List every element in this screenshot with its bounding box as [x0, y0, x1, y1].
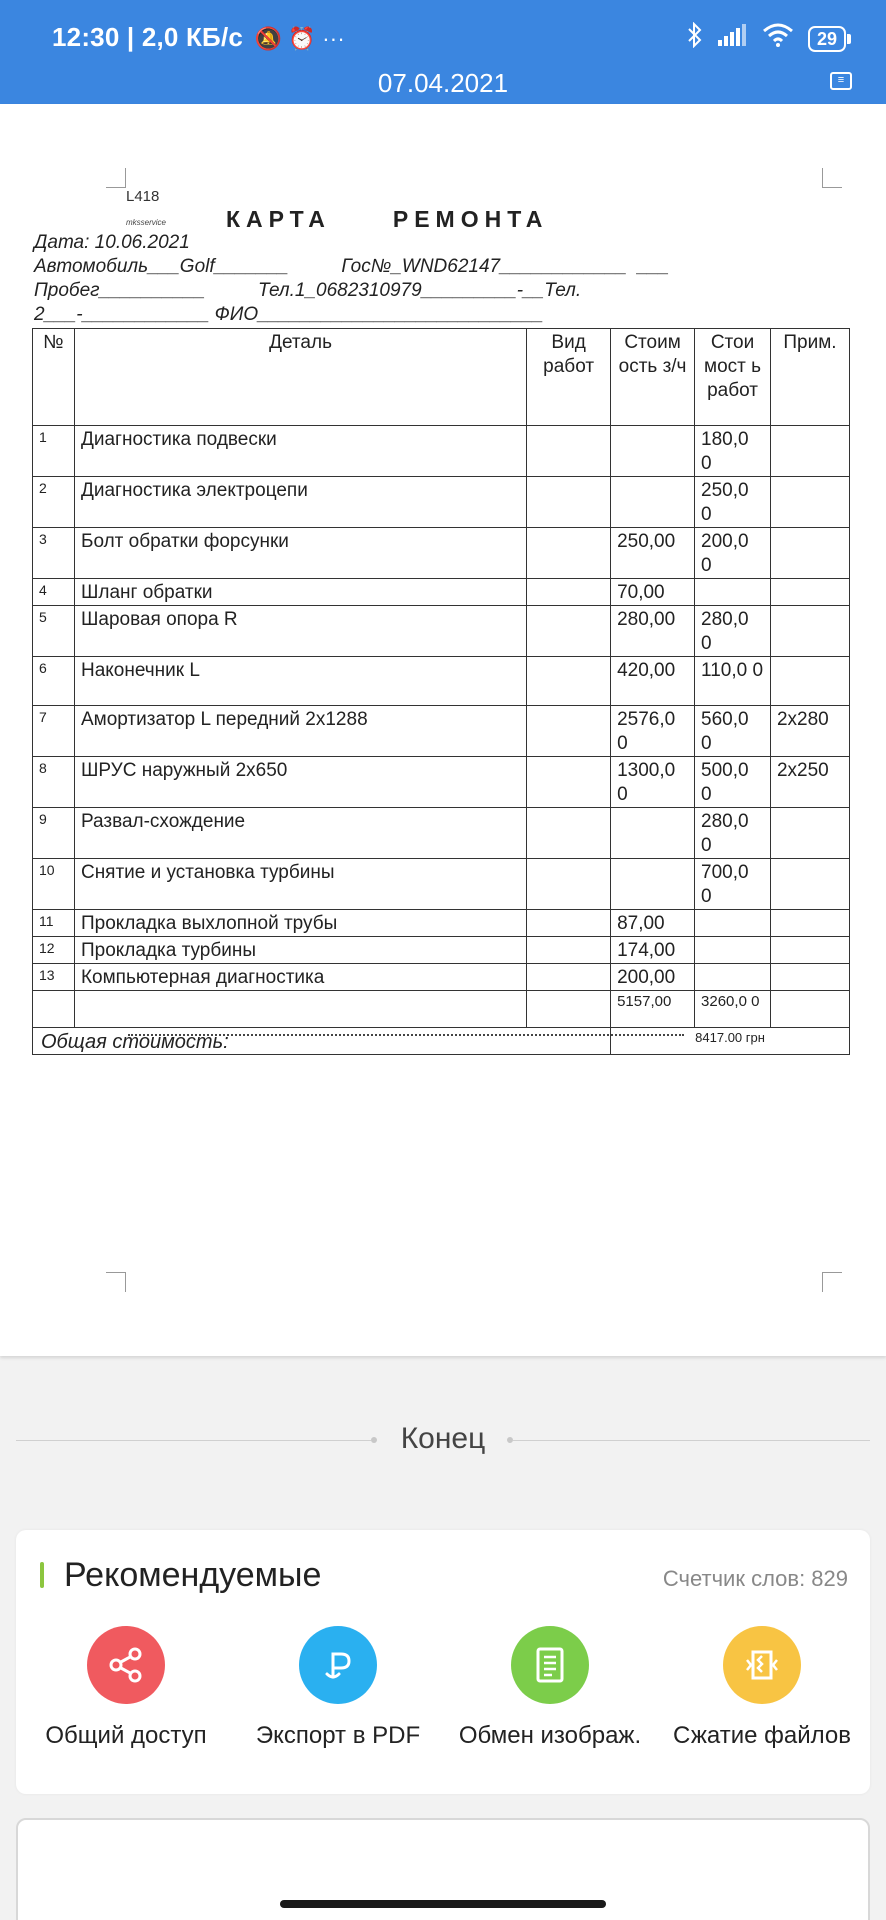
row-number: 10 — [33, 859, 75, 910]
row-detail: Прокладка выхлопной трубы — [74, 910, 526, 937]
row-number: 8 — [33, 757, 75, 808]
table-row — [33, 657, 850, 706]
col-work-type: Вид работ — [527, 329, 611, 426]
row-number: 1 — [33, 426, 75, 477]
row-note: 2х250 — [770, 757, 849, 808]
row-work-type — [527, 426, 611, 477]
row-number: 13 — [33, 964, 75, 991]
image-exchange-icon[interactable] — [511, 1626, 589, 1704]
row-detail: Шланг обратки — [74, 579, 526, 606]
col-parts-cost: Стоим ость з/ч — [611, 329, 695, 426]
car-line: Автомобиль___Golf_______ Гос№_WND62147____________ ___ — [34, 256, 670, 277]
status-time — [52, 22, 345, 53]
document-title: КАРТА РЕМОНТА — [226, 206, 549, 232]
row-work-cost: 110,0 0 — [695, 657, 771, 706]
row-number: 11 — [33, 910, 75, 937]
row-note — [770, 964, 849, 991]
status-icons — [686, 22, 846, 55]
row-parts-cost — [611, 477, 695, 528]
crop-mark — [106, 1272, 126, 1292]
divider — [16, 1440, 371, 1441]
compress-files-label: Сжатие файлов — [672, 1722, 852, 1749]
row-number: 3 — [33, 528, 75, 579]
row-work-type — [527, 859, 611, 910]
crop-mark — [822, 168, 842, 188]
row-detail: Снятие и установка турбины — [74, 859, 526, 910]
crop-mark — [106, 168, 126, 188]
row-work-type — [527, 579, 611, 606]
subtotal-work: 3260,0 0 — [695, 991, 771, 1028]
row-note — [770, 859, 849, 910]
end-label: Конец — [400, 1422, 486, 1455]
row-parts-cost: 280,00 — [611, 606, 695, 657]
row-note — [770, 910, 849, 937]
table-header-row — [33, 329, 850, 426]
divider — [513, 1440, 870, 1441]
status-extra-icons: 🔕 ⏰ ··· — [254, 26, 345, 51]
row-note — [770, 657, 849, 706]
export-pdf-button[interactable] — [238, 1626, 438, 1750]
row-work-cost: 200,0 0 — [695, 528, 771, 579]
row-parts-cost — [611, 859, 695, 910]
pdf-export-icon[interactable] — [299, 1626, 377, 1704]
wifi-icon — [762, 23, 794, 54]
row-number: 2 — [33, 477, 75, 528]
row-work-type — [527, 477, 611, 528]
battery-icon: 29 — [808, 26, 846, 52]
table-row — [33, 910, 850, 937]
row-number: 5 — [33, 606, 75, 657]
row-parts-cost: 174,00 — [611, 937, 695, 964]
repair-table — [32, 328, 850, 1055]
total-value: 8417.00 грн — [611, 1028, 850, 1055]
row-number: 6 — [33, 657, 75, 706]
divider-dot — [371, 1437, 377, 1443]
table-body — [33, 426, 850, 991]
row-number: 4 — [33, 579, 75, 606]
row-parts-cost: 2576,0 0 — [611, 706, 695, 757]
row-note: 2х280 — [770, 706, 849, 757]
document-code: L418 — [126, 188, 160, 205]
table-row — [33, 477, 850, 528]
recommended-card — [16, 1530, 870, 1794]
table-row — [33, 706, 850, 757]
row-parts-cost — [611, 808, 695, 859]
signature-line — [128, 1034, 684, 1036]
row-work-type — [527, 757, 611, 808]
row-note — [770, 937, 849, 964]
compress-files-button[interactable] — [662, 1626, 862, 1750]
col-work-cost: Стои мост ь работ — [695, 329, 771, 426]
row-detail: Развал-схождение — [74, 808, 526, 859]
image-exchange-label: Обмен изображ. — [458, 1722, 642, 1749]
table-row — [33, 808, 850, 859]
row-work-cost: 500,0 0 — [695, 757, 771, 808]
export-pdf-label: Экспорт в PDF — [255, 1722, 421, 1749]
row-work-cost: 180,0 0 — [695, 426, 771, 477]
word-count: Счетчик слов: 829 — [662, 1566, 848, 1591]
owner-line: 2___-____________ ФИО___________________________ — [34, 304, 544, 325]
image-exchange-button[interactable] — [450, 1626, 650, 1750]
row-work-cost — [695, 964, 771, 991]
row-note — [770, 808, 849, 859]
row-parts-cost: 200,00 — [611, 964, 695, 991]
document-date: 07.04.2021 — [377, 68, 509, 98]
table-row — [33, 964, 850, 991]
bluetooth-icon — [686, 22, 704, 55]
share-button[interactable] — [26, 1626, 226, 1750]
crop-mark — [822, 1272, 842, 1292]
table-row — [33, 528, 850, 579]
row-work-type — [527, 657, 611, 706]
recommended-title: Рекомендуемые — [64, 1556, 322, 1594]
table-row — [33, 579, 850, 606]
table-row — [33, 757, 850, 808]
row-work-cost — [695, 579, 771, 606]
row-parts-cost: 250,00 — [611, 528, 695, 579]
row-parts-cost: 420,00 — [611, 657, 695, 706]
row-parts-cost: 87,00 — [611, 910, 695, 937]
row-note — [770, 528, 849, 579]
row-number: 9 — [33, 808, 75, 859]
document-page — [0, 104, 886, 1356]
table-row — [33, 606, 850, 657]
row-detail: Компьютерная диагностика — [74, 964, 526, 991]
row-work-cost: 280,0 0 — [695, 606, 771, 657]
row-note — [770, 426, 849, 477]
row-work-cost: 250,0 0 — [695, 477, 771, 528]
row-parts-cost: 1300,0 0 — [611, 757, 695, 808]
row-detail: Прокладка турбины — [74, 937, 526, 964]
col-note: Прим. — [770, 329, 849, 426]
table-row — [33, 937, 850, 964]
row-work-type — [527, 910, 611, 937]
col-num: № — [33, 329, 75, 426]
row-number: 7 — [33, 706, 75, 757]
total-label: Общая стоимость: — [33, 1028, 611, 1055]
app-header — [0, 0, 886, 104]
row-detail: Диагностика подвески — [74, 426, 526, 477]
subtotal-parts: 5157,00 — [611, 991, 695, 1028]
row-detail: Диагностика электроцепи — [74, 477, 526, 528]
table-row — [33, 426, 850, 477]
status-time-text: 12:30 | 2,0 КБ/с — [52, 22, 244, 52]
row-work-type — [527, 808, 611, 859]
share-label: Общий доступ — [45, 1722, 207, 1749]
col-detail: Деталь — [74, 329, 526, 426]
row-note — [770, 477, 849, 528]
compress-icon[interactable] — [723, 1626, 801, 1704]
share-icon[interactable] — [87, 1626, 165, 1704]
row-parts-cost — [611, 426, 695, 477]
document-menu-icon[interactable]: ≡ — [830, 72, 852, 90]
row-work-cost: 560,0 0 — [695, 706, 771, 757]
document-brand: mksservice — [126, 218, 167, 227]
table-row — [33, 859, 850, 910]
row-work-type — [527, 706, 611, 757]
end-marker — [16, 1420, 870, 1460]
row-detail: Болт обратки форсунки — [74, 528, 526, 579]
row-detail: Наконечник L — [74, 657, 526, 706]
mileage-line: Пробег__________ Тел.1_0682310979_________-__Тел. — [34, 280, 582, 301]
row-work-type — [527, 937, 611, 964]
row-work-cost — [695, 910, 771, 937]
repair-date: Дата: 10.06.2021 — [34, 232, 190, 253]
row-work-cost: 280,0 0 — [695, 808, 771, 859]
row-work-cost — [695, 937, 771, 964]
row-detail: Шаровая опора R — [74, 606, 526, 657]
row-work-cost: 700,0 0 — [695, 859, 771, 910]
home-indicator[interactable] — [280, 1900, 606, 1908]
row-number: 12 — [33, 937, 75, 964]
signal-icon — [718, 24, 748, 53]
row-work-type — [527, 606, 611, 657]
accent-bar — [40, 1562, 44, 1588]
subtotal-row — [33, 991, 850, 1028]
row-note — [770, 606, 849, 657]
row-work-type — [527, 964, 611, 991]
row-detail: Амортизатор L передний 2х1288 — [74, 706, 526, 757]
row-work-type — [527, 528, 611, 579]
row-parts-cost: 70,00 — [611, 579, 695, 606]
row-detail: ШРУС наружный 2х650 — [74, 757, 526, 808]
total-row — [33, 1028, 850, 1055]
row-note — [770, 579, 849, 606]
